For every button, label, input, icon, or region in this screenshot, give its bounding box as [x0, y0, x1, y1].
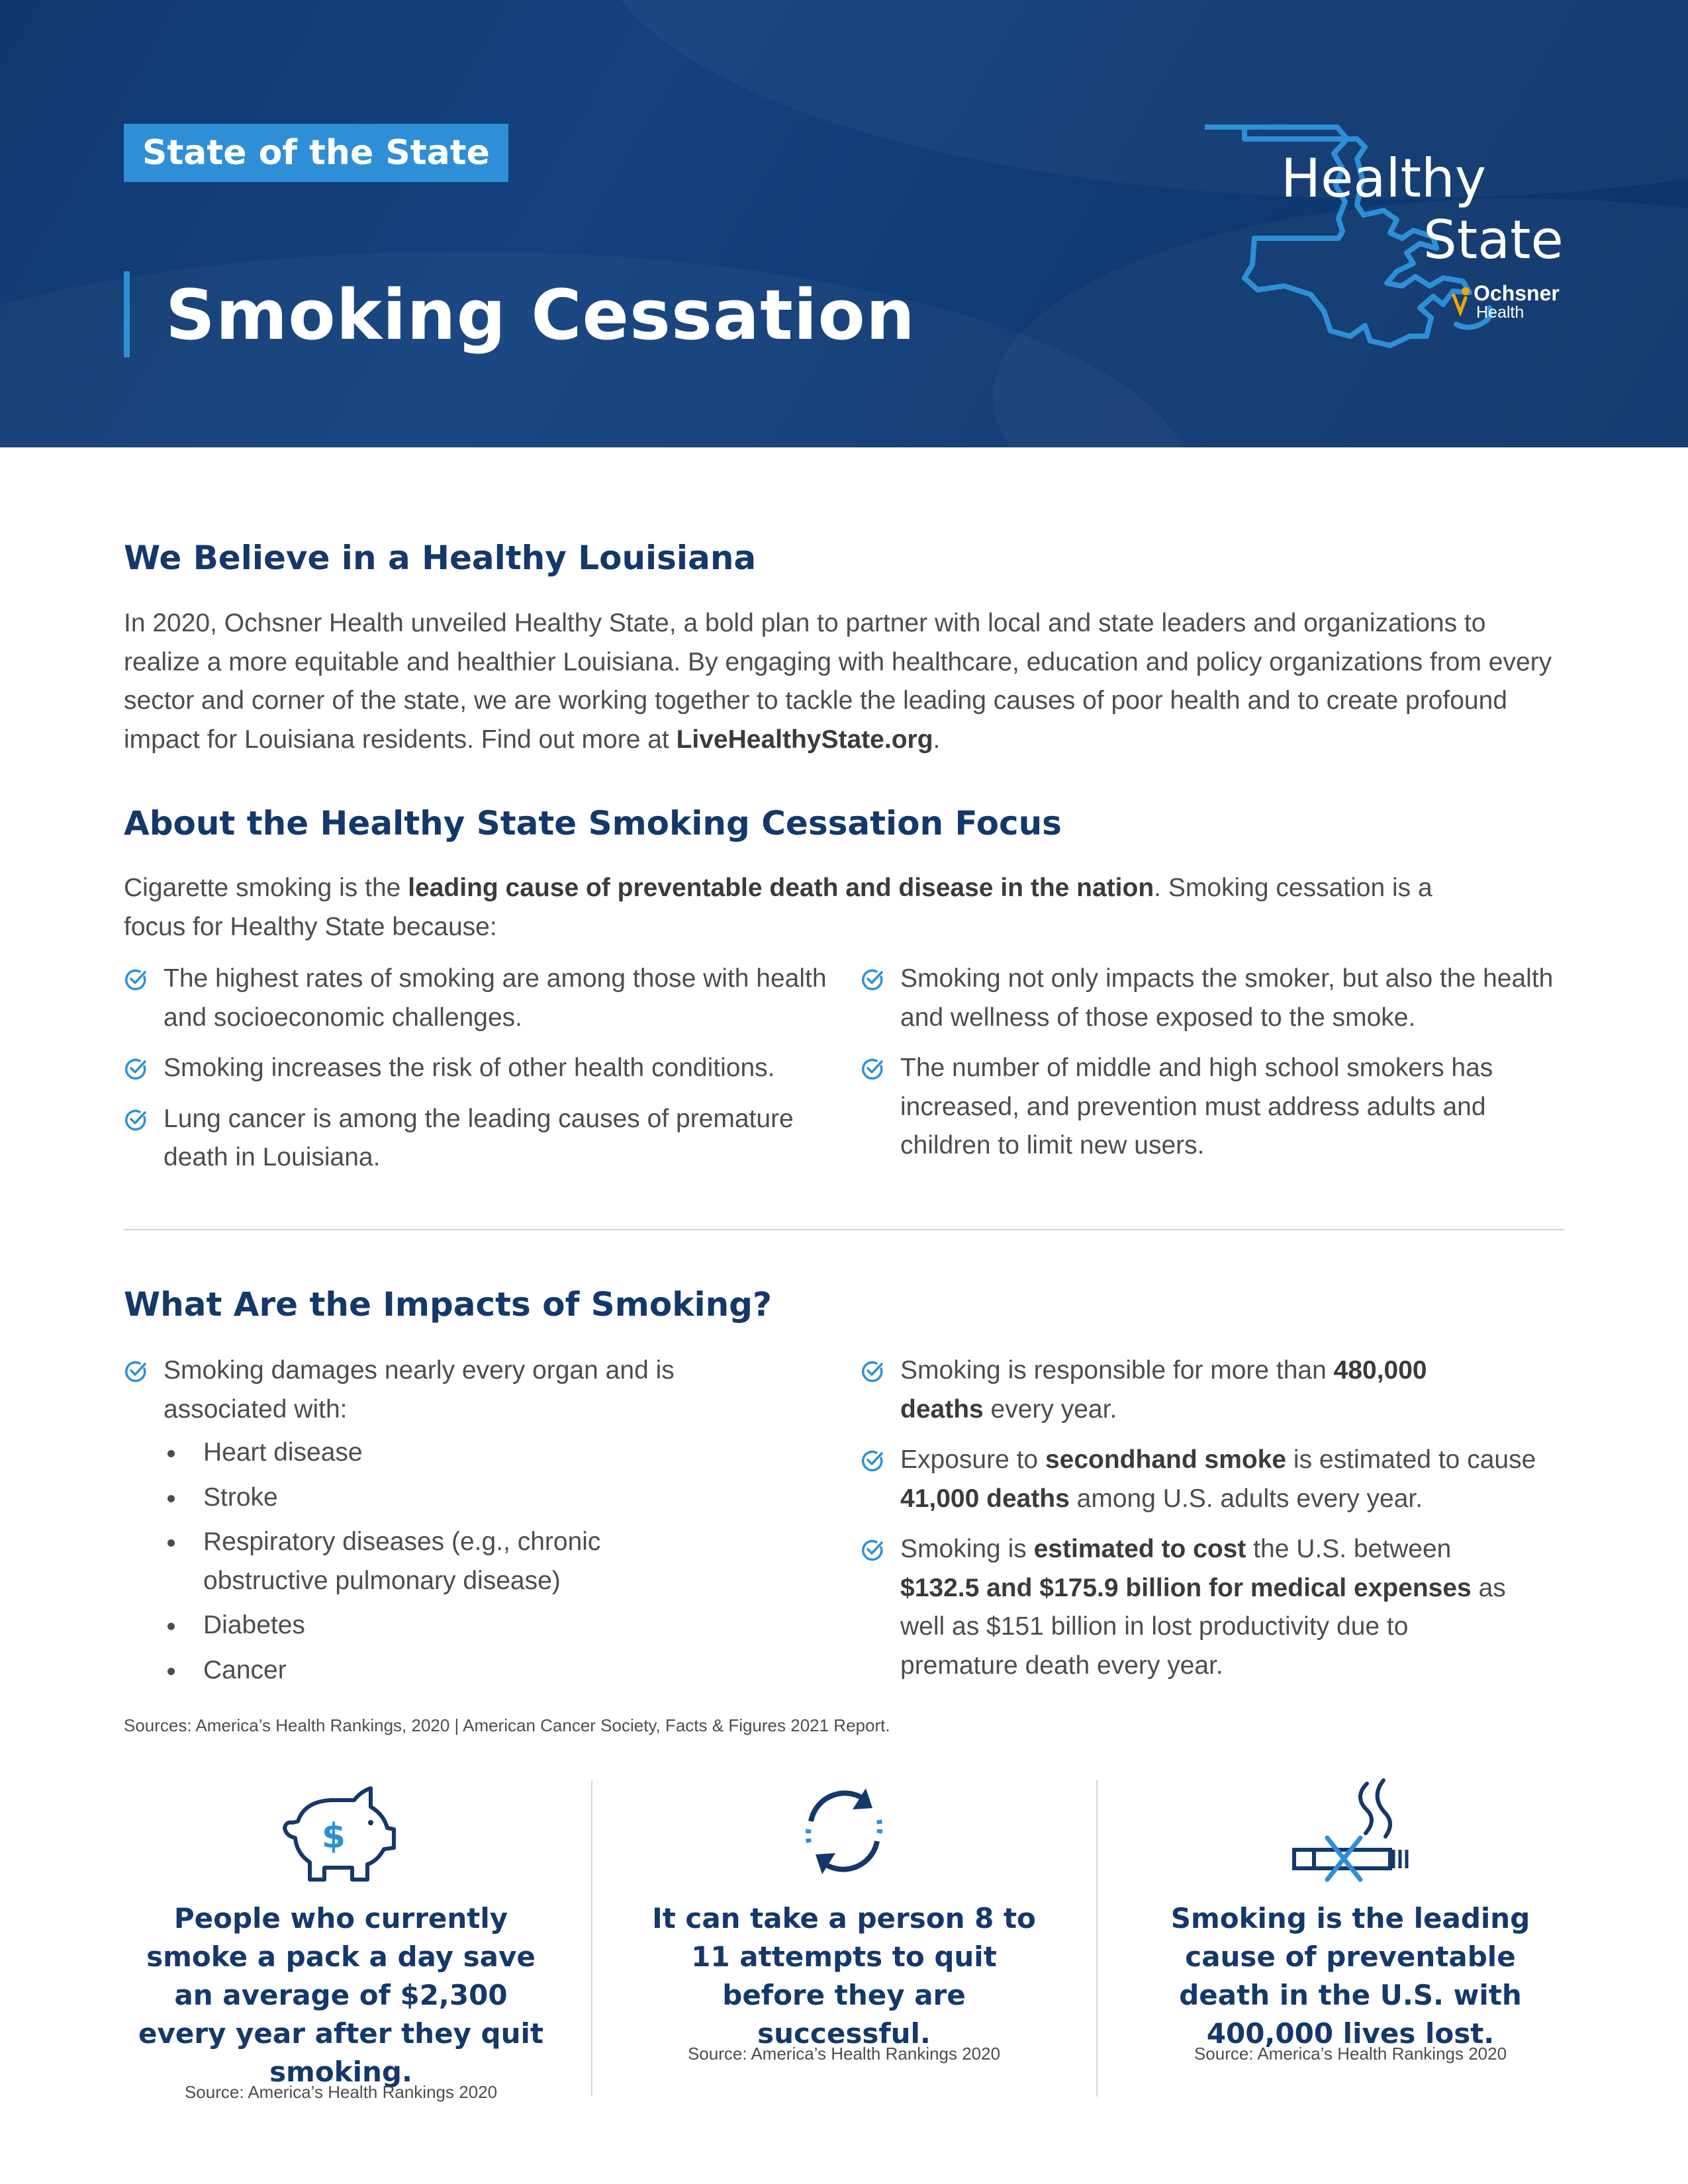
- bullet-text: Stroke: [203, 1482, 278, 1512]
- bullet-item: [164, 1606, 667, 1645]
- intro-text-end: .: [933, 725, 941, 754]
- svg-text:$: $: [321, 1817, 346, 1856]
- impacts-list-left: [124, 1351, 693, 1429]
- refresh-cycle-icon: [794, 1782, 894, 1881]
- stat-source: Source: America’s Health Rankings 2020: [1194, 2044, 1507, 2064]
- secondhand-text-mid: is estimated to cause: [1286, 1445, 1536, 1474]
- focus-text-end: . Smoking cessation is a focus for Healthy State because:: [124, 874, 1432, 941]
- bullet-dot: [167, 1450, 175, 1457]
- bullet-dot: [167, 1539, 175, 1547]
- list-item: [124, 1049, 839, 1088]
- stat-leading-cause: Smoking is the leading cause of preventable death in the U.S. with 400,000 lives lost.: [1170, 1902, 1530, 2050]
- secondhand-bold: secondhand smoke: [1045, 1445, 1287, 1474]
- bullet-item: [164, 1523, 667, 1600]
- bullet-dot: [167, 1623, 175, 1630]
- secondhand-text-end: among U.S. adults every year.: [1069, 1484, 1423, 1513]
- cost-amount-bold: $132.5 and $175.9 billion for medical expenses: [900, 1573, 1472, 1602]
- column-divider: [591, 1780, 592, 2097]
- cost-text-mid: the U.S. between: [1246, 1535, 1452, 1563]
- check-circle-icon: [124, 1057, 148, 1081]
- stat-quit-attempts: It can take a person 8 to 11 attempts to quit before they are successful.: [652, 1902, 1036, 2050]
- bullet-item: [164, 1433, 667, 1473]
- page-title: Smoking Cessation: [165, 275, 915, 355]
- bullet-item: [164, 1479, 667, 1518]
- stat-savings: People who currently smoke a pack a day save an average of $2,300 every year after they quit smoking.: [138, 1902, 543, 2088]
- bullet-text: Cancer: [203, 1655, 287, 1684]
- deaths-text: Smoking is responsible for more than: [900, 1356, 1334, 1385]
- list-item: [861, 1441, 1549, 1518]
- intro-text: In 2020, Ochsner Health unveiled Healthy State, a bold plan to partner with local and state leaders and organizations to realize a more equitable and healthier Louisiana. By engaging with healthcare, education and policy organizations from every sector and corner of the state, we are working together to tackle the leading causes of poor health and to create profound impact for Louisiana residents. Find out more at: [124, 609, 1552, 754]
- cost-text-end: as well as $151 billion in lost productivity due to premature death every year.: [900, 1573, 1506, 1680]
- intro-paragraph: [124, 604, 1567, 759]
- list-item: [861, 1351, 1470, 1429]
- check-circle-icon: [861, 1359, 884, 1383]
- check-circle-icon: [861, 968, 884, 991]
- logo-ochsner: Ochsner: [1474, 281, 1560, 305]
- list-item-text: The number of middle and high school smokers has increased, and prevention must address adults and children to limit new users.: [900, 1054, 1493, 1160]
- bullet-item: [164, 1651, 667, 1690]
- section-tag: State of the State: [124, 124, 508, 182]
- cost-bold: estimated to cost: [1033, 1535, 1246, 1563]
- list-item-text: Lung cancer is among the leading causes of premature death in Louisiana.: [164, 1104, 794, 1171]
- list-item: [124, 960, 839, 1037]
- logo-health: Health: [1476, 303, 1524, 322]
- bullet-dot: [167, 1668, 175, 1675]
- bullet-text: Heart disease: [203, 1438, 363, 1467]
- piggy-bank-icon: [278, 1782, 397, 1885]
- check-circle-icon: [861, 1057, 884, 1081]
- check-circle-icon: [861, 1538, 884, 1562]
- list-item: [124, 1351, 693, 1429]
- impacts-list-right: [861, 1351, 1549, 1697]
- check-circle-icon: [124, 968, 148, 991]
- deaths-text-end: every year.: [983, 1394, 1117, 1424]
- list-item-text: Smoking increases the risk of other health conditions.: [164, 1054, 775, 1082]
- logo-state: State: [1423, 209, 1564, 271]
- cost-text: Smoking is: [900, 1535, 1034, 1563]
- list-item-text: Smoking not only impacts the smoker, but also the health and wellness of those exposed to the smoke.: [900, 964, 1554, 1032]
- list-item: [861, 1530, 1509, 1685]
- list-item-text: Smoking damages nearly every organ and is associated with:: [164, 1356, 675, 1424]
- check-circle-icon: [124, 1108, 148, 1132]
- column-divider: [1096, 1780, 1098, 2097]
- list-item-text: The highest rates of smoking are among those with health and socioeconomic challenges.: [164, 964, 827, 1032]
- focus-list-right: [861, 960, 1575, 1177]
- secondhand-text: Exposure to: [900, 1445, 1045, 1474]
- check-circle-icon: [124, 1359, 148, 1383]
- heading-healthy-louisiana: We Believe in a Healthy Louisiana: [124, 539, 757, 577]
- heading-cessation-focus: About the Healthy State Smoking Cessation Focus: [124, 804, 1062, 842]
- check-circle-icon: [861, 1449, 884, 1473]
- focus-text: Cigarette smoking is the: [124, 874, 408, 902]
- section-divider: [124, 1229, 1565, 1230]
- logo-healthy: Healthy: [1281, 148, 1487, 209]
- list-item: [861, 1049, 1575, 1165]
- bullet-text: Respiratory diseases (e.g., chronic obstructive pulmonary disease): [203, 1527, 601, 1595]
- secondhand-deaths-bold: 41,000 deaths: [900, 1484, 1070, 1513]
- sources-note: Sources: America’s Health Rankings, 2020 | American Cancer Society, Facts & Figures 2021 Report.: [124, 1715, 890, 1735]
- bullet-dot: [167, 1495, 175, 1502]
- heading-impacts: What Are the Impacts of Smoking?: [124, 1285, 772, 1324]
- ochsner-mark-icon: [1451, 286, 1474, 316]
- focus-paragraph: [124, 869, 1448, 946]
- website-link[interactable]: LiveHealthyState.org: [676, 725, 933, 754]
- focus-list-left: [124, 960, 839, 1189]
- disease-bullets: [164, 1433, 667, 1696]
- title-accent-bar: [124, 271, 130, 357]
- list-item: [124, 1100, 839, 1177]
- stat-source: Source: America’s Health Rankings 2020: [687, 2044, 1001, 2064]
- focus-bold: leading cause of preventable death and disease in the nation: [408, 874, 1154, 902]
- bullet-text: Diabetes: [203, 1611, 305, 1639]
- no-smoking-icon: [1288, 1777, 1413, 1883]
- list-item: [861, 960, 1575, 1037]
- stat-source: Source: America’s Health Rankings 2020: [184, 2082, 498, 2102]
- deaths-bold: 480,000 deaths: [900, 1356, 1427, 1424]
